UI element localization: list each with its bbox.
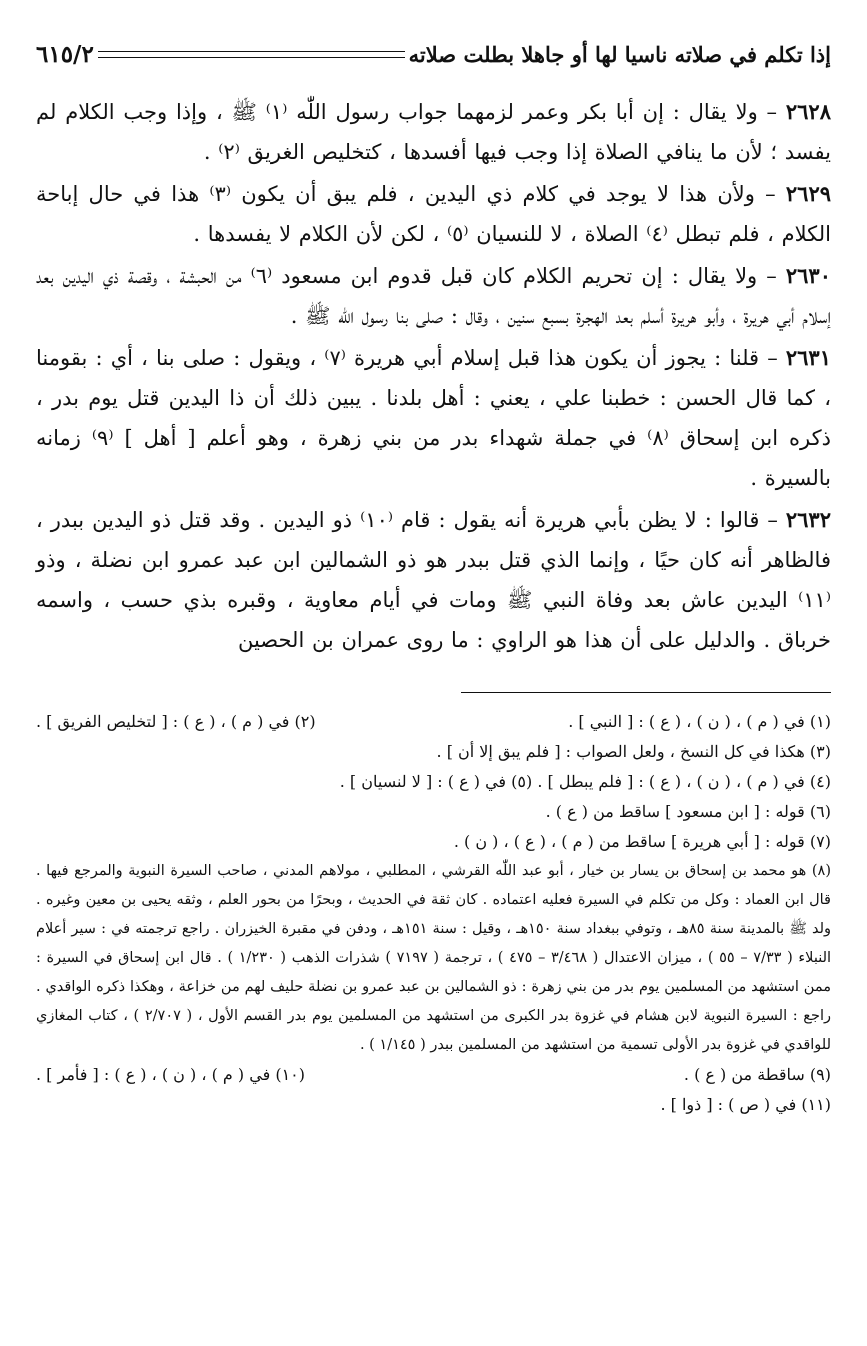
footnote-1: (١) في ( م ) ، ( ن ) ، ( ع ) : [ النبي ] .	[568, 712, 831, 731]
footnote-9: (٩) ساقطة من ( ع ) .	[683, 1065, 831, 1084]
footnote-10: (١٠) في ( م ) ، ( ن ) ، ( ع ) : [ فأمر ] .	[36, 1065, 305, 1084]
header-title: إذا تكلم في صلاته ناسيا لها أو جاهلا بطلت صلاته	[408, 41, 831, 67]
paragraph-number: ٢٦٣٢	[785, 507, 831, 532]
paragraph-text: – ولا يقال : إن تحريم الكلام كان قبل قدوم ابن مسعود ⁽٦⁾ من الحبشة ، وقصة ذي اليدين بعد إسلام أبي هريرة ، وأبو هريرة أسلم بعد الهجرة بسبع سنين ، وقال : صلى بنا رسول اللّٰه ﷺ .	[36, 264, 831, 328]
footnote-7: (٧) قوله : [ أبي هريرة ] ساقط من ( م ) ، ( ع ) ، ( ن ) .	[453, 832, 831, 851]
main-text	[36, 92, 831, 660]
paragraph-text: – قلنا : يجوز أن يكون هذا قبل إسلام أبي هريرة ⁽٧⁾ ، ويقول : صلى بنا ، أي : بقومنا ، كما قال الحسن : خطبنا علي ، يعني : أهل بلدنا . يبين ذلك أن ذا اليدين قتل يوم بدر ، ذكره ابن إسحاق ⁽٨⁾ في جملة شهداء بدر من بني زهرة ، وهو أعلم [ أهل ] ⁽٩⁾ زمانه بالسيرة .	[36, 346, 831, 490]
footnote-separator	[461, 692, 831, 693]
paragraph-text: – قالوا : لا يظن بأبي هريرة أنه يقول : قام ⁽١٠⁾ ذو اليدين . وقد قتل ذو اليدين ببدر ، فالظاهر أنه كان حيًا ، وإنما الذي قتل ببدر هو ذو الشمالين ابن عبد عمرو ابن نضلة ، وذو ⁽١١⁾ اليدين عاش بعد وفاة النبي ﷺ ومات في أيام معاوية ، وقبره بذي حسب ، واسمه خرباق . والدليل على أن هذا هو الراوي : ما روى عمران بن الحصين	[36, 508, 831, 652]
footnote-11: (١١) في ( ص ) : [ ذوا ] .	[660, 1095, 831, 1114]
footnote-row	[36, 1060, 831, 1090]
footnote-8: (٨) هو محمد بن إسحاق بن يسار بن خيار ، أبو عبد اللّٰه القرشي ، المطلبي ، مولاهم المدني ، صاحب السيرة النبوية والمرجع فيها . قال ابن العماد : وكل من تكلم في السيرة فعليه اعتماده . كان ثقة في الحديث ، وبحرًا من بحور العلم ، وثقه يحيى بن معين وغيره . ولد ﷺ بالمدينة سنة ٨٥هـ ، وتوفي ببغداد سنة ١٥٠هـ ، وقيل : سنة ١٥١هـ ، ودفن في مقبرة الخيزران . راجع ترجمته في : سير أعلام النبلاء ( ٧/٣٣ – ٥٥ ) ، ميزان الاعتدال ( ٣/٤٦٨ – ٤٧٥ ) ، ترجمة ( ٧١٩٧ ) شذرات الذهب ( ١/٢٣٠ ) . قال ابن إسحاق في السيرة : ممن استشهد من المسلمين يوم بدر من بني زهرة : ذو الشمالين بن عبد عمرو بن نضلة حليف لهم من خزاعة ، وهكذا ذكره الواقدي . راجع : السيرة النبوية لابن هشام في غزوة بدر الكبرى من استشهد من المسلمين يوم بدر القسم الأول ، ( ٢/٧٠٧ ) ، كتاب المغازي للواقدي في غزوة بدر الأولى تسمية من استشهد من المسلمين ببدر ( ١/١٤٥ ) .	[36, 863, 832, 1053]
paragraph-2630	[36, 256, 831, 336]
paragraph-text: – ولا يقال : إن أبا بكر وعمر لزمهما جواب رسول اللّٰه ⁽١⁾ ﷺ ، وإذا وجب الكلام لم يفسد ؛ لأن ما ينافي الصلاة إذا وجب فيها أفسدها ، كتخليص الغريق ⁽٢⁾ .	[36, 100, 831, 164]
paragraph-number: ٢٦٣٠	[785, 263, 831, 288]
paragraph-number: ٢٦٢٨	[785, 99, 831, 124]
paragraph-2629	[36, 174, 831, 254]
footnote-4-5: (٤) في ( م ) ، ( ن ) ، ( ع ) : [ فلم يبطل ] . (٥) في ( ع ) : [ لا لنسيان ] .	[339, 772, 831, 791]
footnotes	[36, 707, 831, 1120]
paragraph-2631	[36, 338, 831, 498]
footnote-6: (٦) قوله : [ ابن مسعود ] ساقط من ( ع ) .	[545, 802, 831, 821]
paragraph-number: ٢٦٢٩	[785, 181, 832, 206]
paragraph-2632	[36, 500, 831, 660]
paragraph-2628	[36, 92, 831, 172]
running-header	[36, 34, 831, 74]
page-number: ٦١٥/٢	[36, 40, 94, 68]
paragraph-text: – ولأن هذا لا يوجد في كلام ذي اليدين ، فلم يبق أن يكون ⁽٣⁾ هذا في حال إباحة الكلام ، فلم تبطل ⁽٤⁾ الصلاة ، لا للنسيان ⁽٥⁾ ، لكن لأن الكلام لا يفسدها .	[36, 182, 831, 246]
header-rule	[98, 51, 405, 58]
paragraph-number: ٢٦٣١	[785, 345, 831, 370]
footnote-3: (٣) هكذا في كل النسخ ، ولعل الصواب : [ فلم يبق إلا أن ] .	[436, 742, 831, 761]
footnote-row	[36, 707, 831, 737]
footnote-2: (٢) في ( م ) ، ( ع ) : [ لتخليص الفريق ] .	[36, 712, 316, 731]
